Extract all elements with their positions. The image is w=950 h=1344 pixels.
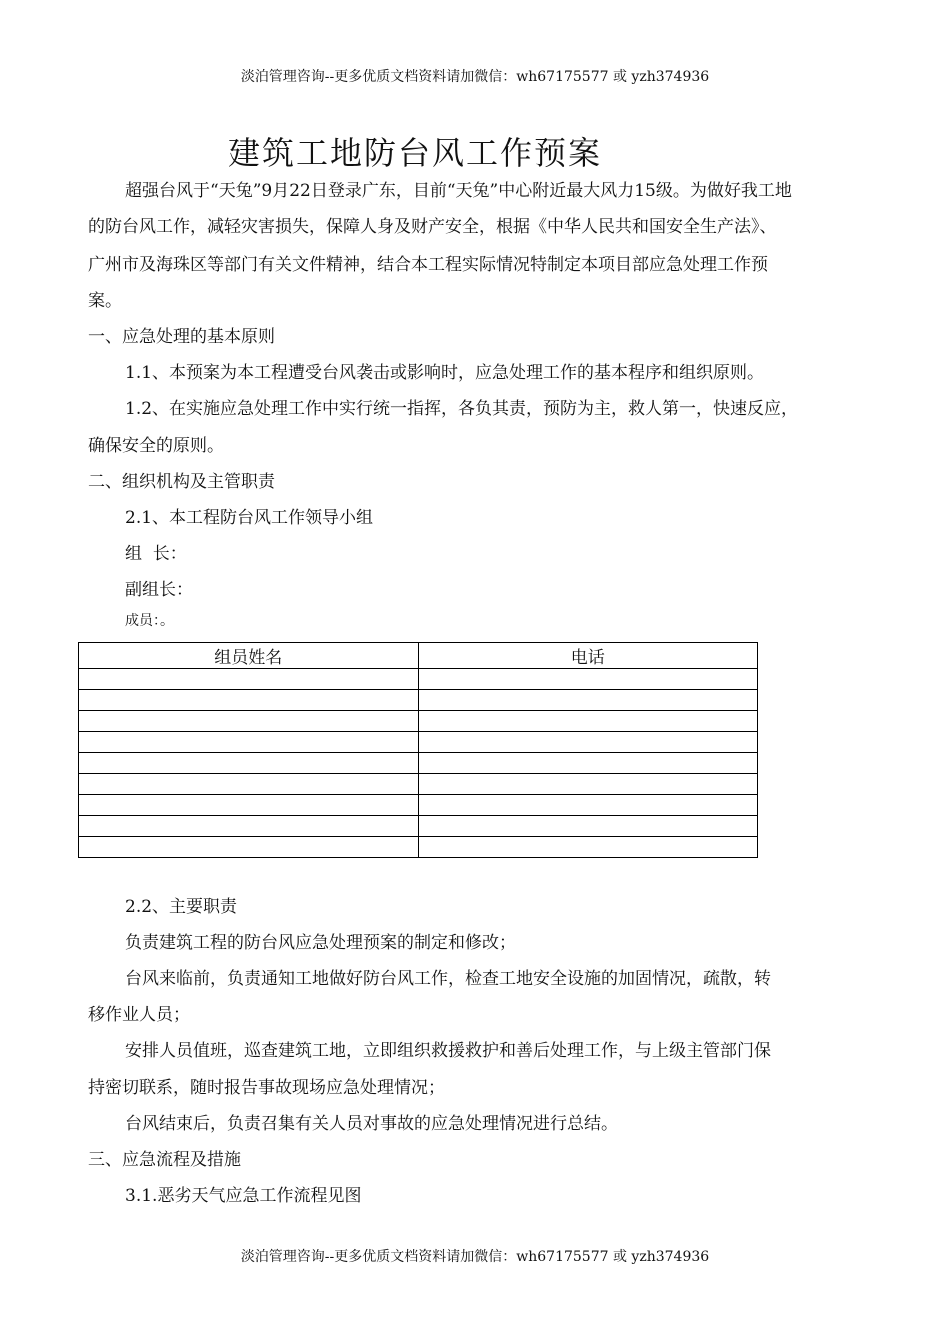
page-header: 淡泊管理咨询--更多优质文档资料请加微信：wh67175577 或 yzh374936 <box>240 69 710 85</box>
name-cell <box>79 837 419 858</box>
section2-2-heading: 2.2、主要职责 <box>125 897 238 917</box>
intro-line-4: 案。 <box>88 291 122 311</box>
phone-cell <box>418 732 758 753</box>
phone-cell <box>418 669 758 690</box>
duty-1: 负责建筑工程的防台风应急处理预案的制定和修改； <box>125 933 516 953</box>
table-row <box>79 816 758 837</box>
duty-2-cont: 移作业人员； <box>88 1005 190 1025</box>
phone-cell <box>418 711 758 732</box>
name-cell <box>79 711 419 732</box>
page-footer: 淡泊管理咨询--更多优质文档资料请加微信：wh67175577 或 yzh374936 <box>240 1249 710 1265</box>
name-cell <box>79 753 419 774</box>
members-table <box>78 642 758 858</box>
section1-item-1: 1.1、本预案为本工程遭受台风袭击或影响时，应急处理工作的基本程序和组织原则。 <box>125 363 765 383</box>
duty-2: 台风来临前，负责通知工地做好防台风工作，检查工地安全设施的加固情况，疏散，转 <box>125 969 771 989</box>
section3-1-heading: 3.1.恶劣天气应急工作流程见图 <box>125 1186 362 1206</box>
name-cell <box>79 669 419 690</box>
name-cell <box>79 690 419 711</box>
name-cell <box>79 732 419 753</box>
phone-cell <box>418 837 758 858</box>
table-header-row <box>79 643 758 669</box>
table-row <box>79 711 758 732</box>
members-label: 成员：。 <box>125 613 174 629</box>
phone-cell <box>418 816 758 837</box>
intro-line-1: 超强台风于“天兔”9月22日登录广东，目前“天兔”中心附近最大风力15级。为做好我工地 <box>125 181 792 201</box>
section1-item-2-cont: 确保安全的原则。 <box>88 436 224 456</box>
name-cell <box>79 795 419 816</box>
deputy-label: 副组长： <box>125 580 193 600</box>
section1-item-2: 1.2、在实施应急处理工作中实行统一指挥，各负其责，预防为主，救人第一，快速反应， <box>125 399 799 419</box>
name-column-header: 组员姓名 <box>79 643 419 669</box>
phone-cell <box>418 795 758 816</box>
name-cell <box>79 816 419 837</box>
table-row <box>79 837 758 858</box>
phone-cell <box>418 753 758 774</box>
duty-3: 安排人员值班，巡查建筑工地，立即组织救援救护和善后处理工作，与上级主管部门保 <box>125 1041 771 1061</box>
phone-column-header: 电话 <box>418 643 758 669</box>
leader-label: 组 长： <box>125 544 187 564</box>
table-row <box>79 669 758 690</box>
table-row <box>79 753 758 774</box>
duty-4: 台风结束后，负责召集有关人员对事故的应急处理情况进行总结。 <box>125 1114 618 1134</box>
section2-1-heading: 2.1、本工程防台风工作领导小组 <box>125 508 374 528</box>
phone-cell <box>418 690 758 711</box>
duty-3-cont: 持密切联系，随时报告事故现场应急处理情况； <box>88 1078 445 1098</box>
table-row <box>79 690 758 711</box>
intro-line-3: 广州市及海珠区等部门有关文件精神，结合本工程实际情况特制定本项目部应急处理工作预 <box>88 255 768 275</box>
phone-cell <box>418 774 758 795</box>
intro-line-2: 的防台风工作，减轻灾害损失，保障人身及财产安全，根据《中华人民共和国安全生产法》、 <box>88 217 777 237</box>
section2-heading: 二、组织机构及主管职责 <box>88 472 275 492</box>
section1-heading: 一、应急处理的基本原则 <box>88 327 275 347</box>
section3-heading: 三、应急流程及措施 <box>88 1150 241 1170</box>
table-row <box>79 774 758 795</box>
table-row <box>79 795 758 816</box>
document-title: 建筑工地防台风工作预案 <box>228 134 603 172</box>
name-cell <box>79 774 419 795</box>
table-row <box>79 732 758 753</box>
